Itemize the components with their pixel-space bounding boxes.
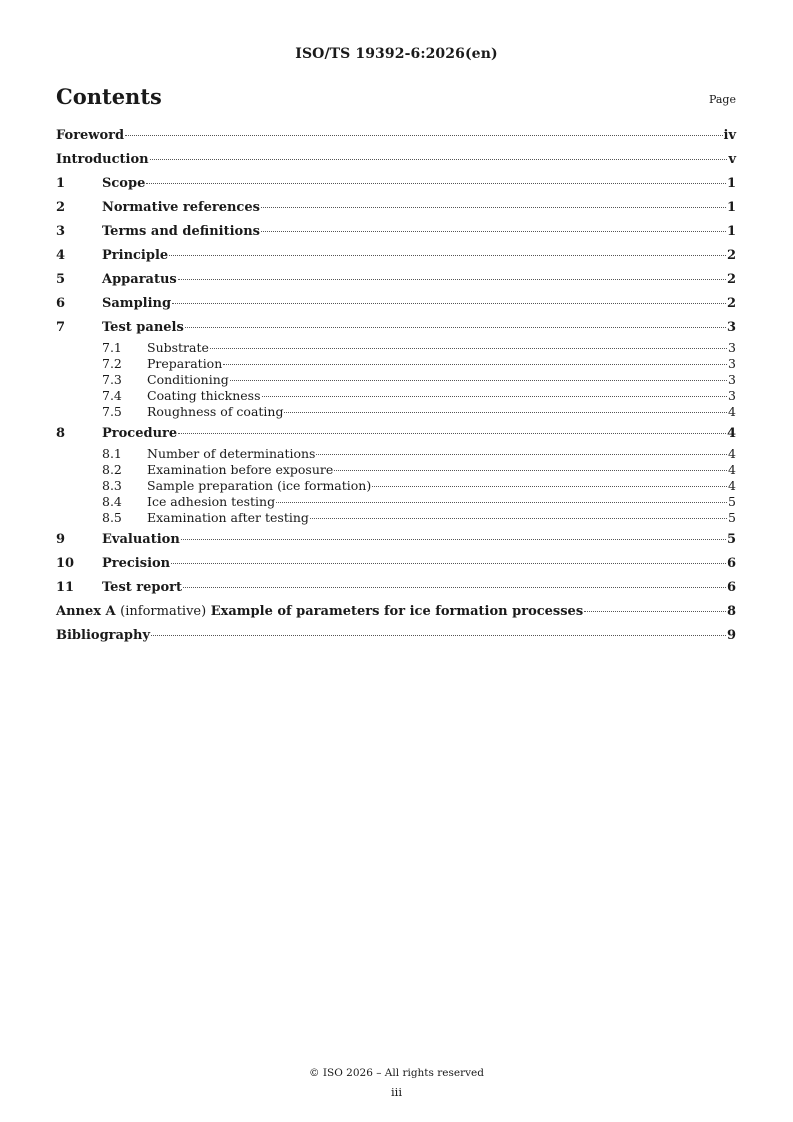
toc-entry-title: Example of parameters for ice formation processes	[210, 604, 584, 619]
leader-dots	[150, 159, 728, 160]
toc-entry-page: 6	[726, 556, 736, 571]
annex-label-group	[56, 604, 211, 619]
toc-entry-number: 4	[56, 248, 66, 263]
toc-entry-page: 2	[726, 272, 736, 287]
annex-label: Annex A	[56, 604, 116, 619]
leader-dots	[185, 327, 726, 328]
leader-dots	[171, 563, 726, 564]
toc-entry-page: 3	[728, 356, 736, 371]
contents-heading: Contents	[56, 84, 162, 109]
leader-dots	[183, 587, 726, 588]
leader-dots	[178, 279, 726, 280]
toc-entry-title: Preparation	[147, 356, 223, 371]
toc-subentry-7-2[interactable]	[56, 356, 736, 372]
leader-dots	[223, 364, 727, 365]
leader-dots	[372, 486, 727, 487]
toc-entry-section-9[interactable]	[56, 532, 736, 556]
leader-dots	[310, 518, 727, 519]
toc-entry-section-6[interactable]	[56, 296, 736, 320]
table-of-contents	[56, 128, 736, 652]
leader-dots	[181, 539, 726, 540]
toc-entry-number: 6	[56, 296, 66, 311]
toc-subentry-8-5[interactable]	[56, 510, 736, 532]
toc-sections	[56, 176, 736, 604]
toc-entry-title: Apparatus	[102, 272, 177, 287]
toc-entry-section-7[interactable]	[56, 320, 736, 340]
toc-entry-title: Ice adhesion testing	[147, 494, 276, 509]
toc-entry-title: Foreword	[56, 128, 125, 143]
toc-entry-title: Principle	[102, 248, 169, 263]
leader-dots	[172, 303, 726, 304]
toc-entry-number: 3	[56, 224, 66, 239]
toc-subentry-7-4[interactable]	[56, 388, 736, 404]
toc-entry-number: 7.3	[102, 372, 122, 387]
toc-entry-number: 10	[56, 556, 75, 571]
toc-entry-page: 3	[728, 340, 736, 355]
toc-entry-bibliography[interactable]	[56, 628, 736, 652]
toc-entry-page: 1	[726, 176, 736, 191]
toc-entry-title: Roughness of coating	[147, 404, 284, 419]
toc-entry-title: Bibliography	[56, 628, 151, 643]
toc-entry-title: Evaluation	[102, 532, 180, 547]
toc-entry-section-5[interactable]	[56, 272, 736, 296]
toc-entry-page: 1	[726, 200, 736, 215]
toc-entry-introduction[interactable]	[56, 152, 736, 176]
leader-dots	[334, 470, 727, 471]
toc-entry-number: 7.2	[102, 356, 122, 371]
toc-entry-page: 5	[728, 510, 736, 525]
toc-entry-number: 2	[56, 200, 66, 215]
toc-entry-page: 3	[728, 388, 736, 403]
toc-entry-page: 2	[726, 296, 736, 311]
toc-entry-section-1[interactable]	[56, 176, 736, 200]
toc-entry-number: 8.3	[102, 478, 122, 493]
toc-entry-number: 1	[56, 176, 66, 191]
leader-dots	[146, 183, 726, 184]
toc-subentry-8-3[interactable]	[56, 478, 736, 494]
toc-entry-section-10[interactable]	[56, 556, 736, 580]
toc-entry-title: Coating thickness	[147, 388, 261, 403]
leader-dots	[151, 635, 726, 636]
leader-dots	[584, 611, 726, 612]
toc-entry-title: Number of determinations	[147, 446, 316, 461]
toc-entry-page: 3	[728, 372, 736, 387]
toc-entry-page: 6	[726, 580, 736, 595]
leader-dots	[178, 433, 726, 434]
toc-entry-page: 2	[726, 248, 736, 263]
copyright-footer: © ISO 2026 – All rights reserved	[309, 1067, 484, 1079]
toc-entry-number: 11	[56, 580, 75, 595]
toc-entry-number: 7.5	[102, 404, 122, 419]
toc-entry-section-8[interactable]	[56, 426, 736, 446]
page-column-label: Page	[708, 93, 736, 106]
leader-dots	[316, 454, 727, 455]
toc-entry-title: Precision	[102, 556, 171, 571]
toc-entry-number: 8.4	[102, 494, 122, 509]
toc-entry-page: 9	[726, 628, 736, 643]
toc-subentry-7-5[interactable]	[56, 404, 736, 426]
toc-entry-section-2[interactable]	[56, 200, 736, 224]
toc-entry-title: Test panels	[102, 320, 184, 335]
toc-entry-number: 8.5	[102, 510, 122, 525]
toc-entry-page: 1	[726, 224, 736, 239]
annex-qualifier: (informative)	[120, 604, 207, 619]
toc-entry-page: 8	[726, 604, 736, 619]
toc-entry-section-11[interactable]	[56, 580, 736, 604]
toc-entry-foreword[interactable]	[56, 128, 736, 152]
toc-entry-title: Sampling	[102, 296, 172, 311]
toc-entry-title: Substrate	[147, 340, 209, 355]
toc-entry-page: 3	[726, 320, 736, 335]
toc-subentry-8-2[interactable]	[56, 462, 736, 478]
page-number: iii	[390, 1085, 403, 1099]
toc-entry-number: 9	[56, 532, 66, 547]
toc-subentry-7-1[interactable]	[56, 340, 736, 356]
toc-entry-title: Conditioning	[147, 372, 229, 387]
leader-dots	[210, 348, 727, 349]
toc-entry-title: Introduction	[56, 152, 149, 167]
toc-entry-annex-a[interactable]	[56, 604, 736, 628]
toc-subentry-8-4[interactable]	[56, 494, 736, 510]
toc-entry-page: v	[728, 152, 736, 167]
toc-entry-section-4[interactable]	[56, 248, 736, 272]
toc-entry-title: Examination after testing	[147, 510, 309, 525]
toc-entry-title: Normative references	[102, 200, 260, 215]
leader-dots	[262, 396, 728, 397]
toc-entry-page: 5	[728, 494, 736, 509]
toc-entry-page: iv	[723, 128, 736, 143]
toc-entry-number: 8.2	[102, 462, 122, 477]
toc-entry-number: 7	[56, 320, 66, 335]
leader-dots	[261, 231, 726, 232]
document-id-header: ISO/TS 19392-6:2026(en)	[295, 46, 498, 62]
toc-entry-title: Test report	[102, 580, 183, 595]
leader-dots	[230, 380, 727, 381]
toc-subentry-7-3[interactable]	[56, 372, 736, 388]
toc-entry-title: Sample preparation (ice formation)	[147, 478, 372, 493]
toc-entry-section-3[interactable]	[56, 224, 736, 248]
leader-dots	[276, 502, 727, 503]
leader-dots	[125, 135, 722, 136]
toc-entry-number: 7.1	[102, 340, 122, 355]
toc-entry-number: 8	[56, 426, 66, 441]
toc-entry-page: 4	[728, 446, 736, 461]
toc-entry-title: Procedure	[102, 426, 178, 441]
toc-entry-page: 5	[726, 532, 736, 547]
toc-entry-number: 7.4	[102, 388, 122, 403]
toc-entry-page: 4	[728, 478, 736, 493]
toc-subentry-8-1[interactable]	[56, 446, 736, 462]
toc-entry-number: 5	[56, 272, 66, 287]
leader-dots	[169, 255, 726, 256]
toc-entry-title: Scope	[102, 176, 146, 191]
toc-entry-title: Examination before exposure	[147, 462, 334, 477]
toc-entry-page: 4	[728, 462, 736, 477]
leader-dots	[261, 207, 726, 208]
toc-entry-number: 8.1	[102, 446, 122, 461]
leader-dots	[284, 412, 727, 413]
toc-entry-title: Terms and definitions	[102, 224, 260, 239]
toc-entry-page: 4	[728, 404, 736, 419]
toc-entry-page: 4	[726, 426, 736, 441]
